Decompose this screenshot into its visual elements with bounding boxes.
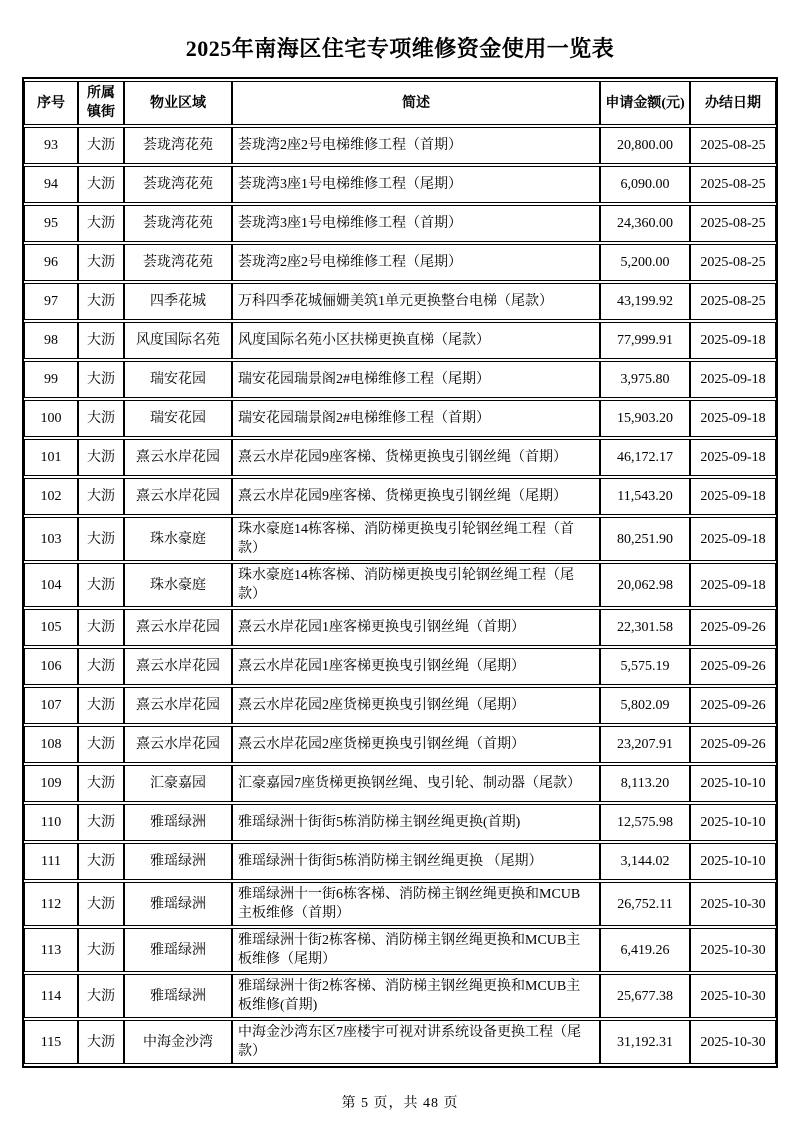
cell-area: 瑞安花园: [124, 400, 232, 437]
cell-description: 珠水豪庭14栋客梯、消防梯更换曳引轮钢丝绳工程（尾款）: [232, 563, 600, 607]
cell-serial: 97: [24, 283, 78, 320]
cell-area: 荟珑湾花苑: [124, 244, 232, 281]
table-row: [24, 361, 776, 398]
cell-date: 2025-09-18: [690, 517, 776, 561]
cell-description: 熹云水岸花园9座客梯、货梯更换曳引钢丝绳（尾期）: [232, 478, 600, 515]
cell-amount: 26,752.11: [600, 882, 690, 926]
cell-description: 熹云水岸花园2座货梯更换曳引钢丝绳（尾期）: [232, 687, 600, 724]
cell-date: 2025-09-18: [690, 400, 776, 437]
table-row: [24, 928, 776, 972]
cell-description: 中海金沙湾东区7座楼宇可视对讲系统设备更换工程（尾款）: [232, 1020, 600, 1064]
cell-description: 雅瑶绿洲十街2栋客梯、消防梯主钢丝绳更换和MCUB主板维修(首期): [232, 974, 600, 1018]
cell-serial: 108: [24, 726, 78, 763]
cell-description: 雅瑶绿洲十一街6栋客梯、消防梯主钢丝绳更换和MCUB主板维修（首期）: [232, 882, 600, 926]
cell-town: 大沥: [78, 648, 124, 685]
cell-amount: 25,677.38: [600, 974, 690, 1018]
cell-serial: 106: [24, 648, 78, 685]
table-row: [24, 765, 776, 802]
cell-town: 大沥: [78, 361, 124, 398]
cell-serial: 101: [24, 439, 78, 476]
cell-description: 熹云水岸花园1座客梯更换曳引钢丝绳（尾期）: [232, 648, 600, 685]
header-amount: 申请金额(元): [600, 81, 690, 125]
cell-area: 雅瑶绿洲: [124, 974, 232, 1018]
cell-amount: 8,113.20: [600, 765, 690, 802]
cell-serial: 105: [24, 609, 78, 646]
table-container: [22, 77, 778, 1068]
cell-date: 2025-09-26: [690, 609, 776, 646]
cell-town: 大沥: [78, 765, 124, 802]
cell-amount: 31,192.31: [600, 1020, 690, 1064]
cell-town: 大沥: [78, 1020, 124, 1064]
cell-amount: 20,800.00: [600, 127, 690, 164]
cell-amount: 5,200.00: [600, 244, 690, 281]
cell-serial: 109: [24, 765, 78, 802]
header-serial: 序号: [24, 81, 78, 125]
cell-serial: 98: [24, 322, 78, 359]
cell-amount: 22,301.58: [600, 609, 690, 646]
cell-town: 大沥: [78, 563, 124, 607]
cell-description: 熹云水岸花园9座客梯、货梯更换曳引钢丝绳（首期）: [232, 439, 600, 476]
cell-date: 2025-09-18: [690, 439, 776, 476]
cell-date: 2025-09-18: [690, 361, 776, 398]
cell-serial: 111: [24, 843, 78, 880]
table-row: [24, 1020, 776, 1064]
page-title: 2025年南海区住宅专项维修资金使用一览表: [185, 36, 615, 61]
cell-serial: 110: [24, 804, 78, 841]
cell-area: 雅瑶绿洲: [124, 928, 232, 972]
cell-date: 2025-10-30: [690, 974, 776, 1018]
cell-date: 2025-10-10: [690, 765, 776, 802]
cell-amount: 11,543.20: [600, 478, 690, 515]
cell-amount: 3,144.02: [600, 843, 690, 880]
cell-town: 大沥: [78, 974, 124, 1018]
table-row: [24, 205, 776, 242]
cell-town: 大沥: [78, 726, 124, 763]
cell-description: 荟珑湾2座2号电梯维修工程（尾期）: [232, 244, 600, 281]
cell-amount: 5,802.09: [600, 687, 690, 724]
cell-description: 瑞安花园瑞景阁2#电梯维修工程（尾期）: [232, 361, 600, 398]
cell-description: 万科四季花城俪姗美筑1单元更换整台电梯（尾款）: [232, 283, 600, 320]
cell-area: 中海金沙湾: [124, 1020, 232, 1064]
cell-serial: 99: [24, 361, 78, 398]
maintenance-fund-table: [22, 77, 778, 1068]
table-row: [24, 882, 776, 926]
cell-description: 雅瑶绿洲十街2栋客梯、消防梯主钢丝绳更换和MCUB主板维修（尾期）: [232, 928, 600, 972]
cell-town: 大沥: [78, 843, 124, 880]
cell-town: 大沥: [78, 166, 124, 203]
cell-serial: 102: [24, 478, 78, 515]
cell-date: 2025-09-26: [690, 726, 776, 763]
table-row: [24, 843, 776, 880]
cell-date: 2025-10-10: [690, 843, 776, 880]
cell-town: 大沥: [78, 804, 124, 841]
cell-date: 2025-09-18: [690, 563, 776, 607]
cell-town: 大沥: [78, 517, 124, 561]
table-row: [24, 648, 776, 685]
cell-area: 熹云水岸花园: [124, 478, 232, 515]
cell-town: 大沥: [78, 244, 124, 281]
cell-area: 熹云水岸花园: [124, 439, 232, 476]
cell-description: 熹云水岸花园2座货梯更换曳引钢丝绳（首期）: [232, 726, 600, 763]
cell-town: 大沥: [78, 882, 124, 926]
cell-date: 2025-08-25: [690, 244, 776, 281]
cell-date: 2025-08-25: [690, 127, 776, 164]
cell-date: 2025-10-30: [690, 928, 776, 972]
cell-description: 珠水豪庭14栋客梯、消防梯更换曳引轮钢丝绳工程（首款）: [232, 517, 600, 561]
cell-serial: 93: [24, 127, 78, 164]
header-date: 办结日期: [690, 81, 776, 125]
header-area: 物业区域: [124, 81, 232, 125]
cell-amount: 46,172.17: [600, 439, 690, 476]
cell-serial: 104: [24, 563, 78, 607]
table-row: [24, 244, 776, 281]
cell-town: 大沥: [78, 127, 124, 164]
table-row: [24, 127, 776, 164]
cell-description: 熹云水岸花园1座客梯更换曳引钢丝绳（首期）: [232, 609, 600, 646]
cell-serial: 95: [24, 205, 78, 242]
cell-town: 大沥: [78, 687, 124, 724]
cell-town: 大沥: [78, 609, 124, 646]
cell-description: 雅瑶绿洲十街街5栋消防梯主钢丝绳更换(首期): [232, 804, 600, 841]
cell-date: 2025-08-25: [690, 283, 776, 320]
table-row: [24, 478, 776, 515]
cell-date: 2025-10-10: [690, 804, 776, 841]
cell-area: 荟珑湾花苑: [124, 127, 232, 164]
cell-date: 2025-10-30: [690, 1020, 776, 1064]
cell-amount: 20,062.98: [600, 563, 690, 607]
table-body: [24, 127, 776, 1064]
cell-amount: 77,999.91: [600, 322, 690, 359]
cell-area: 熹云水岸花园: [124, 726, 232, 763]
cell-town: 大沥: [78, 439, 124, 476]
cell-description: 汇豪嘉园7座货梯更换钢丝绳、曳引轮、制动器（尾款）: [232, 765, 600, 802]
cell-serial: 96: [24, 244, 78, 281]
cell-description: 雅瑶绿洲十街街5栋消防梯主钢丝绳更换 （尾期）: [232, 843, 600, 880]
cell-town: 大沥: [78, 283, 124, 320]
cell-amount: 5,575.19: [600, 648, 690, 685]
cell-area: 汇豪嘉园: [124, 765, 232, 802]
table-row: [24, 563, 776, 607]
header-desc: 简述: [232, 81, 600, 125]
cell-description: 风度国际名苑小区扶梯更换直梯（尾款）: [232, 322, 600, 359]
cell-serial: 113: [24, 928, 78, 972]
cell-area: 荟珑湾花苑: [124, 205, 232, 242]
cell-serial: 107: [24, 687, 78, 724]
cell-amount: 15,903.20: [600, 400, 690, 437]
cell-amount: 23,207.91: [600, 726, 690, 763]
table-row: [24, 517, 776, 561]
cell-date: 2025-08-25: [690, 166, 776, 203]
cell-town: 大沥: [78, 478, 124, 515]
cell-date: 2025-09-26: [690, 648, 776, 685]
cell-amount: 3,975.80: [600, 361, 690, 398]
table-row: [24, 804, 776, 841]
table-row: [24, 283, 776, 320]
cell-area: 珠水豪庭: [124, 563, 232, 607]
cell-area: 四季花城: [124, 283, 232, 320]
cell-serial: 115: [24, 1020, 78, 1064]
cell-amount: 43,199.92: [600, 283, 690, 320]
cell-serial: 94: [24, 166, 78, 203]
cell-serial: 100: [24, 400, 78, 437]
cell-date: 2025-09-18: [690, 322, 776, 359]
cell-serial: 114: [24, 974, 78, 1018]
header-town: 所属镇街: [78, 81, 124, 125]
cell-date: 2025-08-25: [690, 205, 776, 242]
cell-serial: 103: [24, 517, 78, 561]
table-row: [24, 609, 776, 646]
cell-area: 熹云水岸花园: [124, 609, 232, 646]
table-row: [24, 322, 776, 359]
cell-description: 荟珑湾3座1号电梯维修工程（首期）: [232, 205, 600, 242]
cell-town: 大沥: [78, 400, 124, 437]
table-row: [24, 166, 776, 203]
cell-description: 荟珑湾2座2号电梯维修工程（首期）: [232, 127, 600, 164]
table-header: [24, 81, 776, 125]
cell-date: 2025-09-26: [690, 687, 776, 724]
cell-area: 雅瑶绿洲: [124, 882, 232, 926]
table-row: [24, 439, 776, 476]
header-row: [24, 81, 776, 125]
cell-amount: 80,251.90: [600, 517, 690, 561]
cell-area: 瑞安花园: [124, 361, 232, 398]
cell-amount: 6,419.26: [600, 928, 690, 972]
cell-area: 熹云水岸花园: [124, 648, 232, 685]
table-row: [24, 400, 776, 437]
cell-area: 珠水豪庭: [124, 517, 232, 561]
cell-town: 大沥: [78, 928, 124, 972]
cell-description: 荟珑湾3座1号电梯维修工程（尾期）: [232, 166, 600, 203]
table-row: [24, 726, 776, 763]
cell-town: 大沥: [78, 205, 124, 242]
page-number-footer: 第 5 页，共 48 页: [341, 1096, 459, 1111]
cell-serial: 112: [24, 882, 78, 926]
cell-amount: 24,360.00: [600, 205, 690, 242]
cell-area: 荟珑湾花苑: [124, 166, 232, 203]
cell-area: 熹云水岸花园: [124, 687, 232, 724]
cell-town: 大沥: [78, 322, 124, 359]
cell-date: 2025-10-30: [690, 882, 776, 926]
cell-area: 风度国际名苑: [124, 322, 232, 359]
cell-area: 雅瑶绿洲: [124, 843, 232, 880]
cell-amount: 6,090.00: [600, 166, 690, 203]
table-row: [24, 687, 776, 724]
cell-area: 雅瑶绿洲: [124, 804, 232, 841]
table-row: [24, 974, 776, 1018]
cell-description: 瑞安花园瑞景阁2#电梯维修工程（首期）: [232, 400, 600, 437]
cell-date: 2025-09-18: [690, 478, 776, 515]
cell-amount: 12,575.98: [600, 804, 690, 841]
